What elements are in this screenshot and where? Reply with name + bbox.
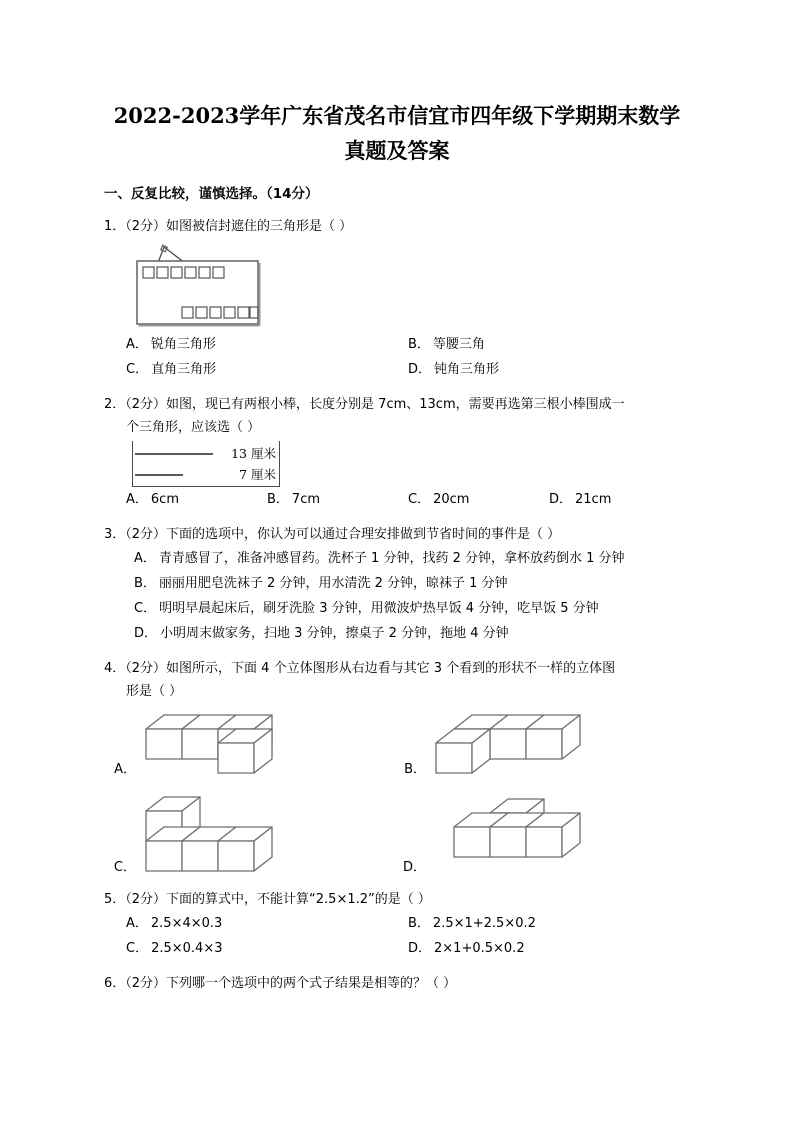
question-3-option-d-row bbox=[104, 621, 690, 646]
option-text: 直角三角形 bbox=[151, 362, 217, 377]
cubes-row-with-front-left-figure bbox=[432, 709, 604, 779]
option-text: 锐角三角形 bbox=[150, 337, 216, 352]
short-stick-icon bbox=[135, 474, 183, 476]
question-3-option-c-row bbox=[104, 596, 690, 621]
option-label: C． bbox=[126, 941, 149, 956]
question-5-option-a[interactable] bbox=[126, 911, 408, 936]
option-text: 2×1+0.5×0.2 bbox=[434, 941, 525, 956]
option-label: D． bbox=[402, 860, 426, 875]
question-4-option-c[interactable] bbox=[110, 791, 400, 877]
question-3-option-a[interactable] bbox=[134, 546, 690, 571]
section-heading-1: 一、反复比较，谨慎选择。（14分） bbox=[104, 186, 319, 202]
question-1-options-row-2 bbox=[104, 357, 690, 382]
option-text: 钝角三角形 bbox=[434, 362, 500, 377]
option-text: 6cm bbox=[150, 492, 179, 507]
stick-row-long bbox=[133, 443, 279, 464]
question-3-text: 3．（2分）下面的选项中，你认为可以通过合理安排做到节省时间的事件是（ ） bbox=[104, 527, 561, 542]
option-label: C． bbox=[134, 601, 157, 616]
question-1-text: 1．（2分）如图被信封遮住的三角形是（ ） bbox=[104, 219, 353, 234]
title-line-1: 2022-2023学年广东省茂名市信宜市四年级下学期期末数学 bbox=[113, 103, 681, 128]
option-label: D． bbox=[408, 362, 432, 377]
question-4-figures-row-2 bbox=[110, 791, 690, 877]
question-1-option-c[interactable] bbox=[126, 357, 408, 382]
option-label: D． bbox=[134, 626, 158, 641]
long-stick-icon bbox=[135, 453, 213, 455]
question-2-line-2: 个三角形，应该选（ ） bbox=[126, 420, 261, 435]
question-1-option-d[interactable] bbox=[408, 357, 690, 382]
option-text: 明明早晨起床后，刷牙洗脸 3 分钟，用微波炉热早饭 4 分钟，吃早饭 5 分钟 bbox=[159, 601, 599, 616]
option-text: 7cm bbox=[291, 492, 321, 507]
option-text: 小明周末做家务，扫地 3 分钟，擦桌子 2 分钟，拖地 4 分钟 bbox=[160, 626, 509, 641]
question-3-options bbox=[104, 546, 690, 646]
question-3-option-a-row bbox=[104, 546, 690, 571]
question-2-options-row bbox=[104, 487, 690, 512]
option-label: C． bbox=[126, 362, 149, 377]
two-sticks-box-figure bbox=[132, 441, 280, 487]
option-label: C． bbox=[113, 860, 136, 875]
long-stick-label: 13 厘米 bbox=[231, 445, 276, 461]
question-3-option-d[interactable] bbox=[134, 621, 690, 646]
question-6 bbox=[104, 972, 690, 995]
question-1-options-row-1 bbox=[104, 332, 690, 357]
option-label: A． bbox=[114, 762, 136, 777]
question-3-option-b-row bbox=[104, 571, 690, 596]
option-label: A． bbox=[126, 492, 148, 507]
question-3 bbox=[104, 523, 690, 646]
page-content bbox=[104, 98, 690, 995]
question-4-figures bbox=[104, 709, 690, 877]
envelope-with-triangle-figure bbox=[132, 242, 264, 330]
question-2 bbox=[104, 393, 690, 512]
option-label: B． bbox=[134, 576, 156, 591]
option-label: B． bbox=[404, 762, 426, 777]
option-text: 21cm bbox=[575, 492, 612, 507]
question-4-text bbox=[104, 657, 690, 703]
cubes-row-with-top-back-figure bbox=[432, 791, 604, 877]
option-label: B． bbox=[408, 916, 430, 931]
question-5-options-row-2 bbox=[104, 936, 690, 961]
question-4-figures-row-1 bbox=[110, 709, 690, 779]
question-4-option-b[interactable] bbox=[400, 709, 690, 779]
question-2-figure-wrap bbox=[104, 441, 690, 487]
question-4-line-1: 4．（2分）如图所示，下面 4 个立体图形从右边看与其它 3 个看到的形状不一样的立体图 bbox=[104, 661, 616, 676]
question-3-option-c[interactable] bbox=[134, 596, 690, 621]
question-4-line-2: 形是（ ） bbox=[126, 684, 183, 699]
option-text: 20cm bbox=[433, 492, 470, 507]
question-5-option-c[interactable] bbox=[126, 936, 408, 961]
question-6-text: 6．（2分）下列哪一个选项中的两个式子结果是相等的？（ ） bbox=[104, 976, 457, 991]
option-text: 等腰三角 bbox=[432, 337, 485, 352]
question-2-option-d[interactable] bbox=[549, 487, 690, 512]
option-label: A． bbox=[126, 916, 148, 931]
option-text: 青青感冒了，准备冲感冒药。洗杯子 1 分钟，找药 2 分钟，拿杯放药倒水 1 分钟 bbox=[158, 551, 625, 566]
title-line-2: 真题及答案 bbox=[344, 138, 450, 163]
question-1-option-b[interactable] bbox=[408, 332, 690, 357]
option-label: B． bbox=[408, 337, 430, 352]
option-text: 2.5×4×0.3 bbox=[150, 916, 223, 931]
cubes-row-with-top-left-figure bbox=[142, 791, 314, 877]
page-title bbox=[104, 98, 690, 168]
question-2-text bbox=[104, 393, 690, 439]
question-5 bbox=[104, 888, 690, 961]
option-text: 丽丽用肥皂洗袜子 2 分钟，用水清洗 2 分钟，晾袜子 1 分钟 bbox=[158, 576, 508, 591]
question-5-text: 5．（2分）下面的算式中，不能计算“2.5×1.2”的是（ ） bbox=[104, 892, 431, 907]
option-label: D． bbox=[408, 941, 432, 956]
question-1-option-a[interactable] bbox=[126, 332, 408, 357]
option-label: C． bbox=[408, 492, 431, 507]
option-label: A． bbox=[134, 551, 156, 566]
question-2-option-a[interactable] bbox=[126, 487, 267, 512]
question-2-option-b[interactable] bbox=[267, 487, 408, 512]
question-2-option-c[interactable] bbox=[408, 487, 549, 512]
option-text: 2.5×0.4×3 bbox=[151, 941, 223, 956]
question-4-option-d[interactable] bbox=[400, 791, 690, 877]
question-4-option-a[interactable] bbox=[110, 709, 400, 779]
question-1 bbox=[104, 215, 690, 382]
option-label: A． bbox=[126, 337, 148, 352]
question-1-figure-wrap bbox=[104, 242, 690, 330]
stick-row-short bbox=[133, 464, 279, 485]
question-3-option-b[interactable] bbox=[134, 571, 690, 596]
option-text: 2.5×1+2.5×0.2 bbox=[432, 916, 536, 931]
question-5-option-b[interactable] bbox=[408, 911, 690, 936]
question-5-options-row-1 bbox=[104, 911, 690, 936]
question-2-line-1: 2．（2分）如图，现已有两根小棒，长度分别是 7cm、13cm，需要再选第三根小棒围成一 bbox=[104, 397, 625, 412]
option-label: D． bbox=[549, 492, 573, 507]
option-label: B． bbox=[267, 492, 289, 507]
cubes-row-with-front-right-figure bbox=[142, 709, 314, 779]
short-stick-label: 7 厘米 bbox=[239, 466, 276, 482]
question-4 bbox=[104, 657, 690, 877]
question-5-option-d[interactable] bbox=[408, 936, 690, 961]
